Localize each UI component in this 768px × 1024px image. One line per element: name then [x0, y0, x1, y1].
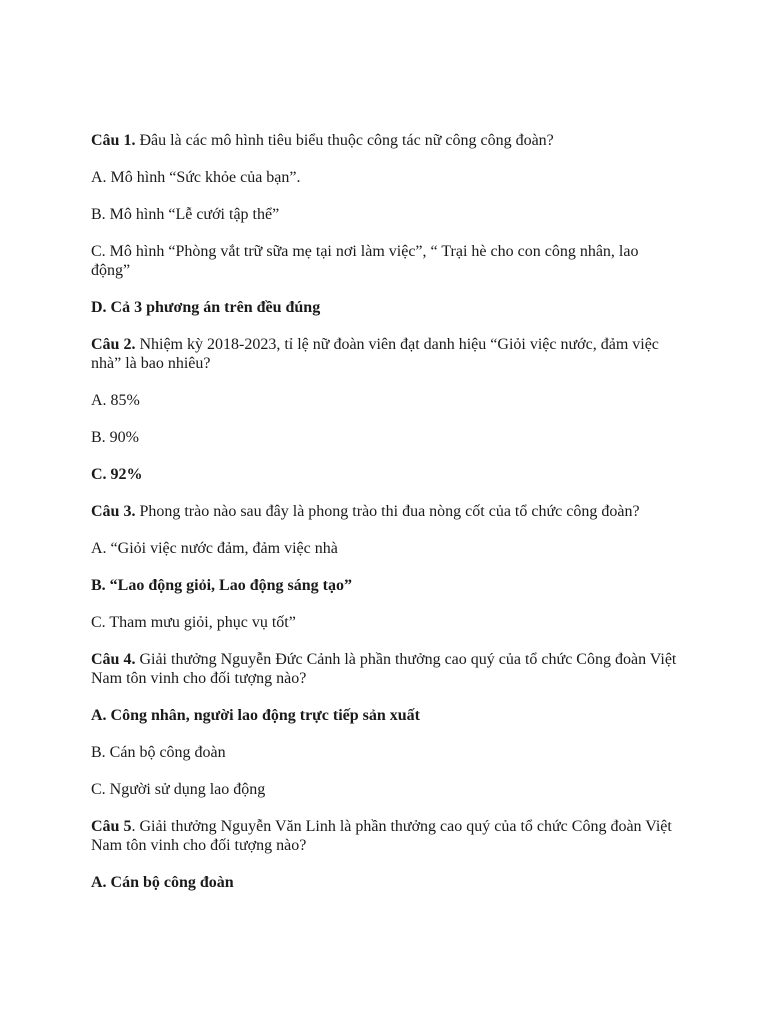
answer-option: C. Mô hình “Phòng vắt trữ sữa mẹ tại nơi làm việc”, “ Trại hè cho con công nhân, lao động” [91, 243, 639, 279]
answer-option: C. Tham mưu giỏi, phục vụ tốt” [91, 614, 296, 631]
question-label: Câu 2. [91, 336, 136, 353]
question-4 [91, 650, 681, 688]
question-label: Câu 5 [91, 818, 132, 835]
question-3 [91, 502, 681, 521]
question-label: Câu 4. [91, 651, 136, 668]
question-text: Đâu là các mô hình tiêu biểu thuộc công tác nữ công công đoàn? [135, 132, 554, 149]
question-5 [91, 817, 681, 855]
question-text: Nhiệm kỳ 2018-2023, tỉ lệ nữ đoàn viên đạt danh hiệu “Giỏi việc nước, đảm việc nhà” là bao nhiêu? [91, 336, 659, 372]
answer-option: B. Cán bộ công đoàn [91, 744, 226, 761]
question-1 [91, 131, 681, 150]
question-label: Câu 3. [91, 503, 136, 520]
question-text: Phong trào nào sau đây là phong trào thi đua nòng cốt của tổ chức công đoàn? [135, 503, 640, 520]
answer-option-correct: A. Cán bộ công đoàn [91, 874, 234, 891]
question-text: Giải thưởng Nguyễn Đức Cảnh là phần thưởng cao quý của tổ chức Công đoàn Việt Nam tôn vinh cho đối tượng nào? [91, 651, 677, 687]
answer-option-correct: A. Công nhân, người lao động trực tiếp sản xuất [91, 707, 421, 724]
document-body [91, 131, 681, 910]
answer-option: A. Mô hình “Sức khỏe của bạn”. [91, 169, 301, 186]
question-2 [91, 335, 681, 373]
answer-option: A. 85% [91, 392, 140, 409]
answer-option: B. Mô hình “Lễ cưới tập thể” [91, 206, 280, 223]
answer-option-correct: D. Cả 3 phương án trên đều đúng [91, 299, 321, 316]
answer-option: C. Người sử dụng lao động [91, 781, 266, 798]
answer-option-correct: C. 92% [91, 466, 143, 483]
question-label: Câu 1. [91, 132, 136, 149]
answer-option: A. “Giỏi việc nước đảm, đảm việc nhà [91, 540, 338, 557]
answer-option: B. 90% [91, 429, 139, 446]
answer-option-correct: B. “Lao động giỏi, Lao động sáng tạo” [91, 577, 352, 594]
question-text: . Giải thưởng Nguyễn Văn Linh là phần thưởng cao quý của tổ chức Công đoàn Việt Nam tôn vinh cho đối tượng nào? [91, 818, 672, 854]
